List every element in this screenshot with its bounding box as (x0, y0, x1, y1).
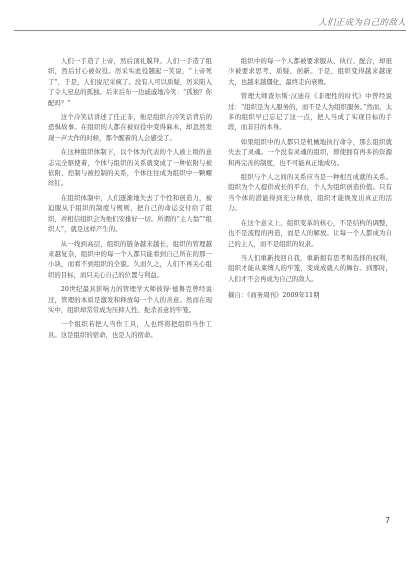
header-rule (14, 30, 406, 31)
paragraph: 20世纪最具影响力的管理学大师彼得·德鲁克曾经说过，管理的本质是激发和释放每一个人的善意。然而在现实中，组织却常常成为压抑人性、扼杀善意的牢笼。 (48, 285, 212, 314)
right-column (228, 56, 392, 492)
source-citation: 摘自：《商务周刊》2009年11期 (228, 291, 320, 300)
paragraph: 当人们重新找回自我，重新拥有思考和选择的权利，组织才能从束缚人的牢笼，变成成就人的舞台。到那时，人们才不会再成为自己的敌人。 (228, 253, 392, 283)
paragraph: 这个冷笑话讲述了任正非，他是组织合冷笑话背后的恐惧故事。在组织的人都在被奴役中变得麻木，却忽然发现一声大作的时候，那个醒着的人会感受了。 (48, 113, 212, 142)
paragraph: 在这个意义上，组织变革的核心，不是结构的调整，也不是流程的再造，而是人的解放。让每一个人都成为自己的主人，而不是组织的奴隶。 (228, 218, 392, 248)
paragraph: 如果组织中的人都只是机械地执行命令，那么组织就失去了灵魂。一个没有灵魂的组织，即使拥有再多的资源和再完善的制度，也不可能真正地成功。 (228, 137, 392, 167)
paragraph: 在这种组织体制下，以个体为代表的个人被上级的意志完全驱使着，个体与组织的关系就变成了一种依附与被依附、控制与被控制的关系，个体往往成为组织中一颗螺丝钉。 (48, 148, 212, 188)
article-body (48, 56, 392, 492)
left-column (48, 56, 212, 492)
paragraph: 管理大师查尔斯·汉迪在《非理性的时代》中曾经说过：“组织是为人服务的，而不是人为组织服务。”然而，太多的组织早已忘记了这一点，把人当成了实现目标的手段，而非目的本身。 (228, 92, 392, 132)
paragraph: 组织中的每一个人都被要求服从、执行、配合，却很少被要求思考、质疑、创新。于是，组织变得越来越庞大，也越来越僵化，最终走向衰败。 (228, 57, 392, 86)
paragraph: 在组织体制中，人们逐渐地失去了个性和创造力，被迫服从于组织的制度与规则，把自己的命运交付给了组织，并相信组织会为他们安排好一切。所谓的“主人翁”“组织人”，就是这样产生的。 (48, 193, 212, 234)
running-header (14, 16, 406, 34)
running-header-title: 人们正成为自己的敌人 (318, 17, 406, 27)
page-number: 7 (385, 516, 390, 525)
paragraph: 人们一手造了上帝，然后顶礼膜拜。人们一手造了组织，然后甘心被奴役。厉采实此役翘起一笑说，“上帝死了”，于是，人们说尼采疯了。没有人可以质疑，厉采陷入了令人窒息的孤独。后来后布一边戚戚地冷笑：“孤独？你配吗？” (48, 57, 212, 107)
paragraph: 从一线到高层，组织的链条越来越长，组织的管理越来越复杂，组织中的每一个人都只能看到自己所在的那一小块，而看不到组织的全貌。久而久之，人们不再关心组织的目标，而只关心自己的位置与利益。 (48, 239, 212, 279)
paragraph: 一个组织若把人当作工具，人也终将把组织当作工具。这是组织的宿命，也是人的宿命。 (48, 320, 212, 339)
paragraph: 组织与个人之间的关系应当是一种相互成就的关系。组织为个人提供成长的平台，个人为组织创造价值。只有当个体的潜能得到充分释放，组织才能焕发出真正的活力。 (228, 173, 392, 213)
